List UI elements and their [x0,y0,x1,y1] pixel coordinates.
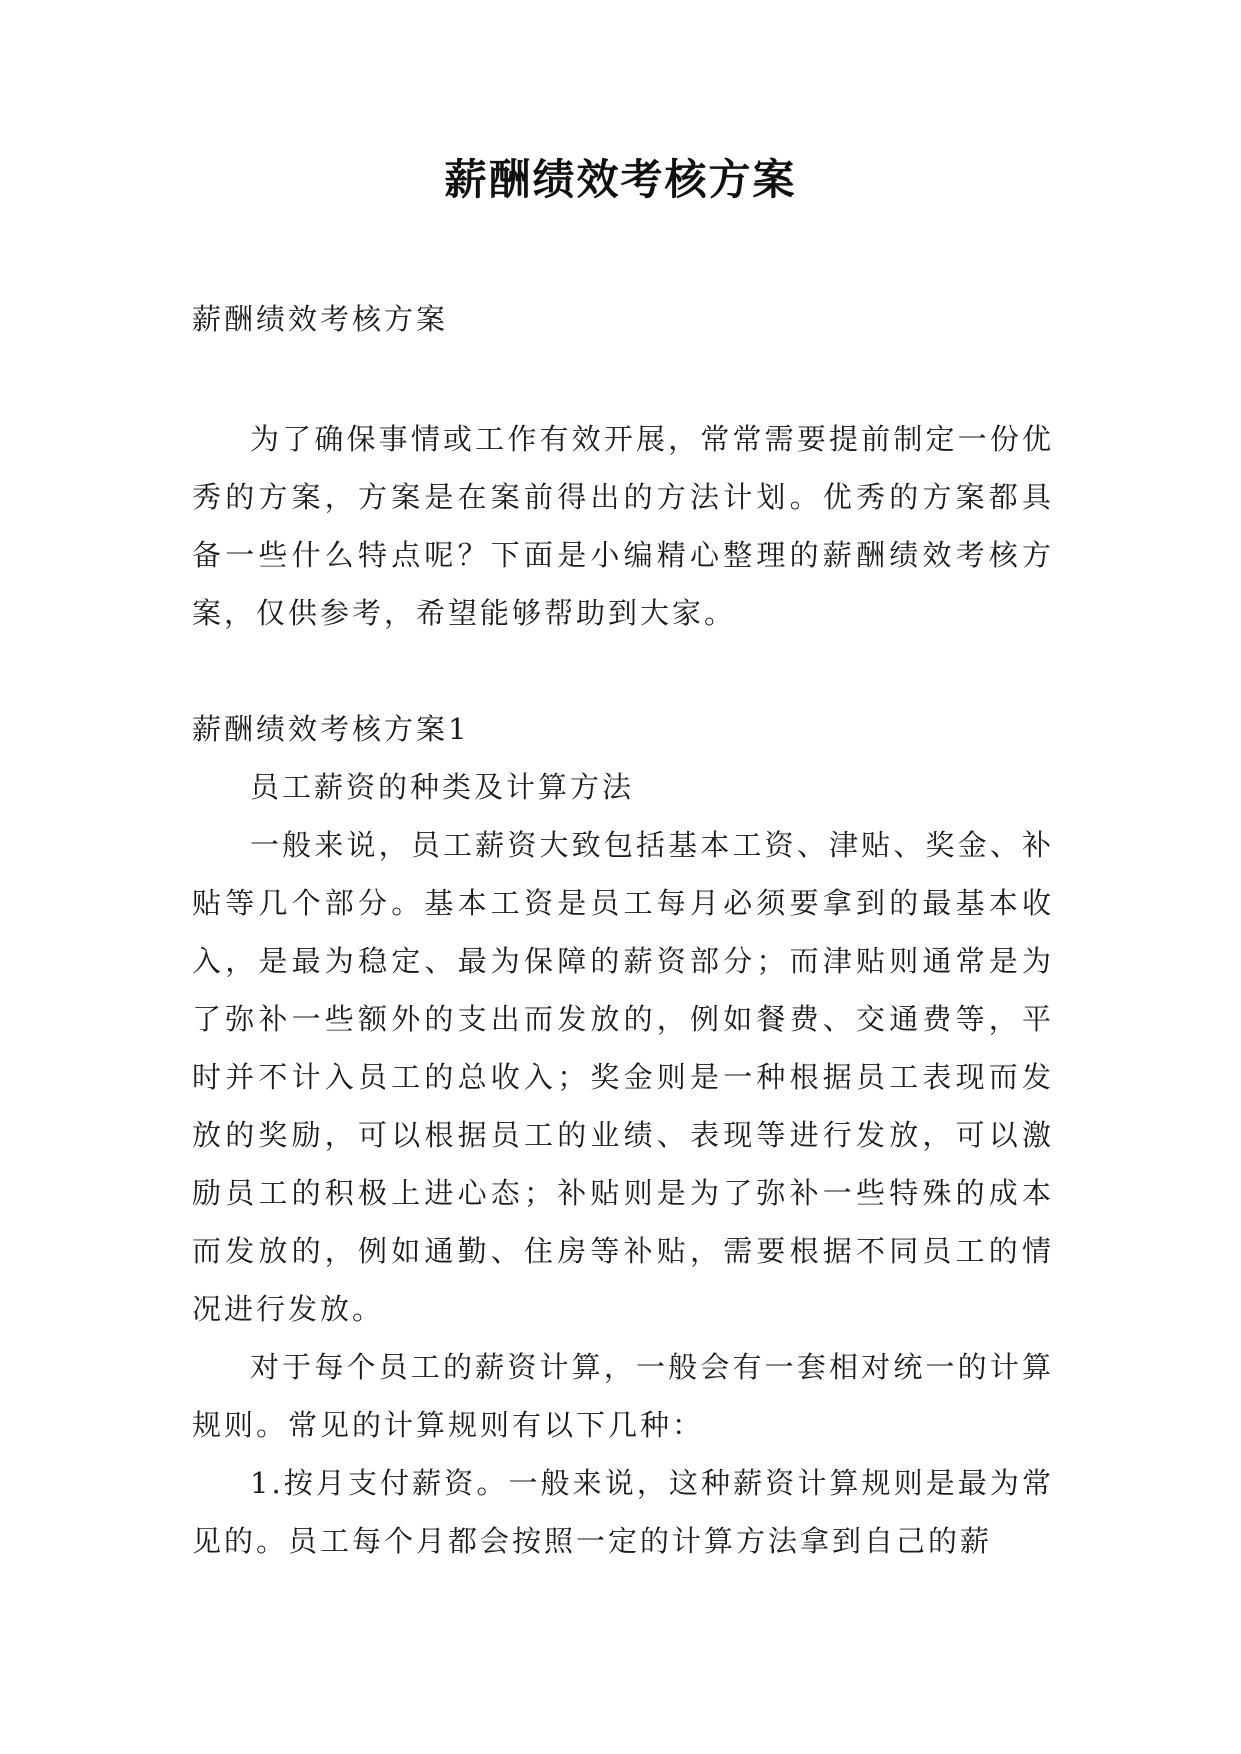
body-paragraph: 1.按月支付薪资。一般来说，这种薪资计算规则是最为常见的。员工每个月都会按照一定的计算方法拿到自己的薪 [192,1466,1054,1558]
document-body [192,290,1054,1570]
body-paragraph: 对于每个员工的薪资计算，一般会有一套相对统一的计算规则。常见的计算规则有以下几种： [192,1350,1054,1442]
document-title: 薪酬绩效考核方案 [444,155,797,204]
section-subheading: 员工薪资的种类及计算方法 [250,770,635,804]
section-heading: 薪酬绩效考核方案1 [192,712,470,746]
intro-paragraph: 为了确保事情或工作有效开展，常常需要提前制定一份优秀的方案，方案是在案前得出的方法计划。优秀的方案都具备一些什么特点呢？下面是小编精心整理的薪酬绩效考核方案，仅供参考，希望能够帮助到大家。 [192,422,1054,630]
document-subtitle: 薪酬绩效考核方案 [192,302,449,336]
spacer [192,348,1054,410]
spacer [192,642,1054,700]
body-paragraph: 一般来说，员工薪资大致包括基本工资、津贴、奖金、补贴等几个部分。基本工资是员工每月必须要拿到的最基本收入，是最为稳定、最为保障的薪资部分；而津贴则通常是为了弥补一些额外的支出而发放的，例如餐费、交通费等，平时并不计入员工的总收入；奖金则是一种根据员工表现而发放的奖励，可以根据员工的业绩、表现等进行发放，可以激励员工的积极上进心态；补贴则是为了弥补一些特殊的成本而发放的，例如通勤、住房等补贴，需要根据不同员工的情况进行发放。 [192,828,1054,1326]
